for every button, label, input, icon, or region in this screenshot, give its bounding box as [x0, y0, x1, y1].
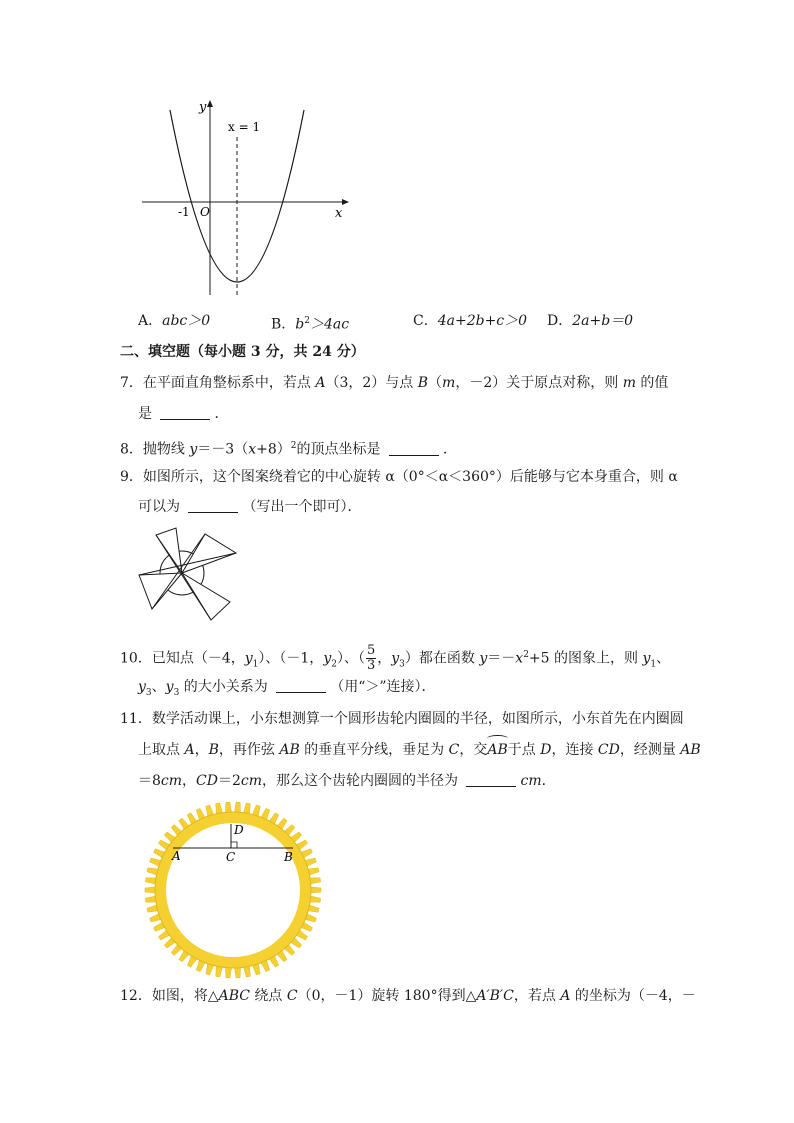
q11-answer-blank[interactable] [466, 772, 516, 787]
y-axis-label: y [199, 100, 207, 115]
option-a[interactable]: A．abc＞0 [138, 313, 211, 329]
x-axis-arrow [342, 199, 349, 205]
q9-line2: 可以为 （写出一个即可）． [138, 499, 362, 515]
label-c: C [226, 850, 236, 864]
section-title: 二、填空题（每小题 3 分，共 24 分） [120, 344, 365, 360]
pinwheel-blade-4 [139, 573, 182, 609]
q8-line: 8．抛物线 $y=-3(x+8)^2$的顶点坐标是 ． [120, 441, 457, 458]
label-d: D [234, 823, 244, 837]
label-b: B [284, 850, 293, 864]
gear-figure [143, 800, 323, 980]
fraction-five-thirds: $\frac{5}{3}$ [366, 643, 376, 674]
q11-line1: 11．数学活动课上，小东想测算一个圆形齿轮内圈圆的半径，如图所示，小东首先在内圈圆 [120, 711, 684, 727]
label-a: A [172, 849, 181, 863]
x-axis-label: x [335, 206, 343, 221]
parabola-graph [130, 95, 360, 300]
q7-line1: 7．在平面直角整标系中，若点 A（3，2）与点 B（m，－2）关于原点对称，则 m 的值 [120, 375, 669, 391]
q11-line3: ＝8cm，CD＝2cm，那么这个齿轮内圈圆的半径为 cm． [138, 773, 556, 789]
pinwheel-figure [135, 525, 240, 625]
root-label: -1 [178, 205, 190, 219]
gear-inner-circle [166, 823, 300, 957]
y-axis-arrow [207, 100, 213, 107]
q10-answer-blank[interactable] [276, 678, 326, 693]
pinwheel-blade-2 [182, 534, 236, 573]
arc-ab: AB [487, 742, 508, 758]
q12-line: 12．如图，将△ABC 绕点 C（0，－1）旋转 180°得到△A′B′C，若点 A 的坐标为（－4，－ [120, 988, 696, 1004]
option-b[interactable]: B．$b^2>4ac$ [271, 316, 350, 333]
q10-line1: 10．已知点（－4，$y_1$）、（－1，$y_2$）、（ $\frac{5}{3}$ ，$y_3$）都在函数 $y=-x^2+5$ 的图象上，则 $y_1$、 [120, 643, 671, 674]
q9-line1: 9．如图所示，这个图案绕着它的中心旋转 α（0°＜α＜360°）后能够与它本身重合，则 α [120, 469, 678, 485]
q7-line2: 是 ． [138, 406, 229, 422]
q10-line2: $y_3$、$y_3$ 的大小关系为 （用“＞”连接）． [138, 679, 436, 698]
option-d[interactable]: D．2a+b＝0 [547, 313, 634, 329]
origin-label: O [200, 205, 210, 219]
q7-answer-blank[interactable] [160, 405, 210, 420]
q8-answer-blank[interactable] [389, 441, 439, 456]
q9-answer-blank[interactable] [188, 498, 238, 513]
option-c[interactable]: C．4a+2b+c＞0 [413, 313, 528, 329]
symmetry-label: x = 1 [228, 120, 261, 134]
q11-line2: 上取点 A，B，再作弦 AB 的垂直平分线，垂足为 C，交AB于点 D，连接 CD，经测量 AB [138, 742, 701, 758]
